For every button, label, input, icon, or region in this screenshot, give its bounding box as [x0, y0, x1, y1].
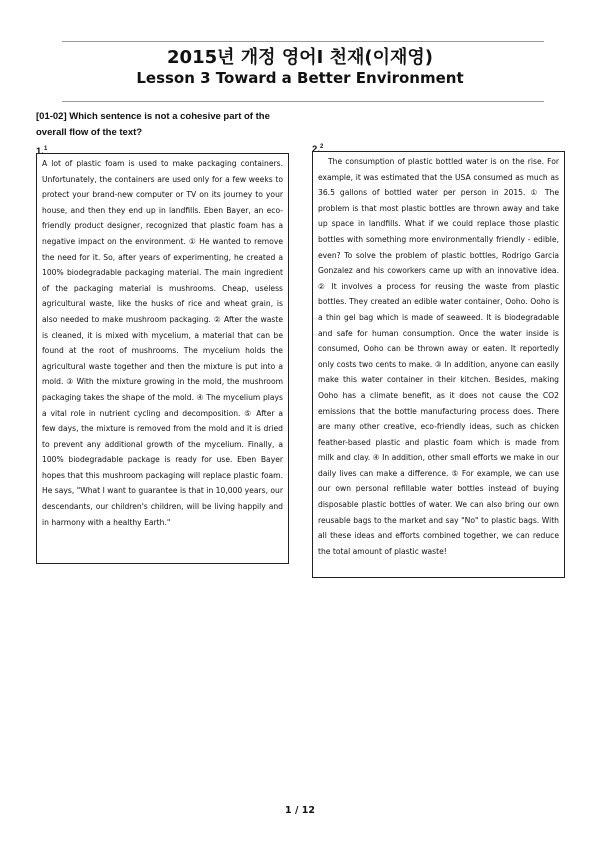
item-1-number-label: 1. [36, 146, 44, 158]
page-number: 1 / 12 [285, 805, 315, 816]
document-title: 2015년 개정 영어Ⅰ 천재(이재영) [167, 47, 433, 68]
item-2-number-label: 2. [312, 144, 320, 156]
item-2-footnote: 2 [319, 144, 324, 150]
item-1-passage: A lot of plastic foam is used to make packaging containers. Unfortunately, the containers are used only for a few weeks to protect your brand-new computer or TV on its journey to your house, and then they end up in landfills. Eben Bayer, an eco-friendly product designer, recognized that plastic foam has a negative impact on the environment. ① He wanted to remove the need for it. So, after years of experimenting, he created a 100% biodegradable packaging material. The main ingredient of the packaging material is mushrooms. Cheap, useless agricultural waste, like the husks of rice and wheat grain, is also needed to make mushroom packaging. ② After the waste is cleaned, it is mixed with mycelium, a material that can be found at the root of mushrooms. The mycelium holds the agricultural waste together and then the mixture is put into a mold. ③ With the mixture growing in the mold, the mushroom packaging takes the shape of the mold. ④ The mycelium plays a vital role in nutrient cycling and decomposition. ⑤ After a few days, the mixture is removed from the mold and it is dried to prevent any additional growth of the mycelium. Finally, a 100% biodegradable package is ready for use. Eben Bayer hopes that this mushroom packaging will replace plastic foam. He says, "What I want to guarantee is that in 10,000 years, our descendants, our children's children, will be living happily and in harmony with a healthy Earth." [42, 159, 283, 527]
header-bottom-rule [62, 101, 544, 102]
item-1-passage-box [36, 153, 289, 564]
question-prompt: [01-02] Which sentence is not a cohesive part of the overall flow of the text? [36, 111, 270, 138]
header-top-rule [62, 41, 544, 42]
item-2-passage: The consumption of plastic bottled water is on the rise. For example, it was estimated that the USA consumed as much as 36.5 gallons of bottled water per person in 2015. ① The problem is that most plastic bottles are thrown away and take up space in landfills. What if we could replace those plastic bottles with something more environmentally friendly - edible, even? To solve the problem of plastic bottles, Rodrigo Garcia Gonzalez and his coworkers came up with an innovative idea. ② It involves a process for reusing the waste from plastic bottles. They created an edible water container, Ooho. Ooho is a thin gel bag which is made of seaweed. It is biodegradable and safe for human consumption. Once the water inside is consumed, Ooho can be thrown away or eaten. It reportedly only costs two cents to make. ③ In addition, anyone can easily make this water container in their kitchen. Besides, making Ooho has a climate benefit, as it does not cause the CO2 emissions that the bottle manufacturing process does. There are many other creative, eco-friendly ideas, such as chicken feather-based plastic and plastic foam which is made from milk and clay. ④ In addition, other small efforts we make in our daily lives can make a difference. ⑤ For example, we can use our own personal refillable water bottles instead of buying disposable plastic bottles of water. We can also bring our own reusable bags to the market and say "No" to plastic bags. With all these ideas and efforts combined together, we can reduce the total amount of plastic waste! [318, 157, 559, 556]
item-2-passage-box [312, 151, 565, 578]
item-1-footnote: 1 [43, 146, 48, 152]
lesson-subtitle: Lesson 3 Toward a Better Environment [136, 69, 464, 87]
